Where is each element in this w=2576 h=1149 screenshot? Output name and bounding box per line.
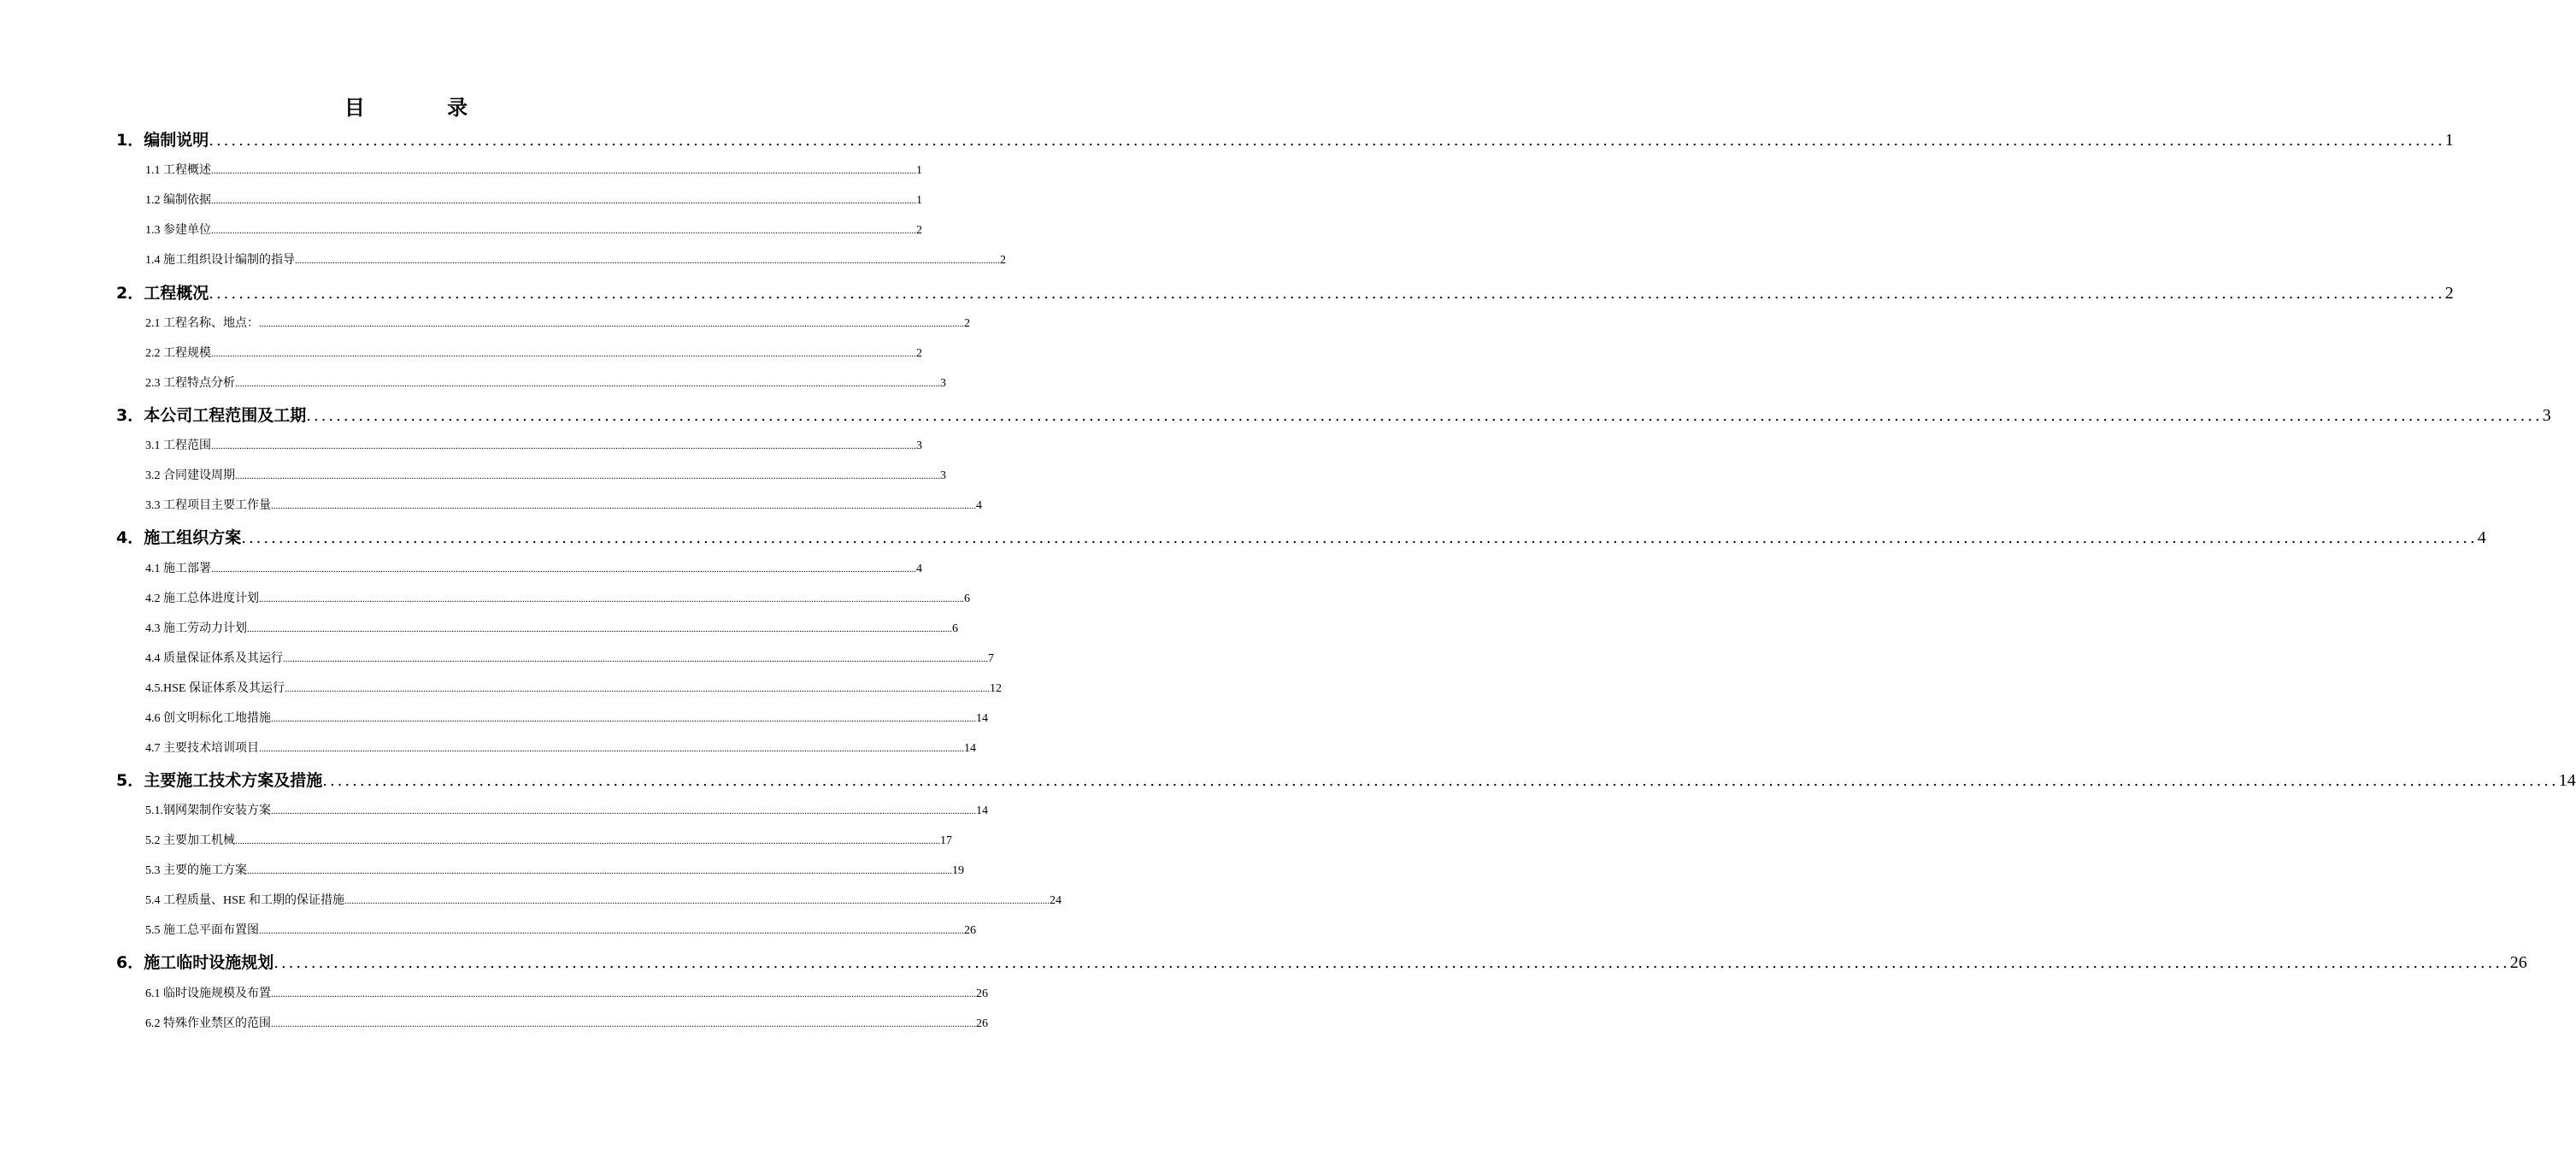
toc-page: 4 bbox=[976, 499, 982, 512]
toc-label: 2.3 工程特点分析 bbox=[145, 377, 235, 390]
toc-label: 5．主要施工技术方案及措施 bbox=[116, 771, 323, 790]
toc-leader: ............................................................................................................................................................................................................................................................................................................ bbox=[241, 529, 2478, 547]
toc-leader: ............................................................................................................................................................................................................................................................................................................ bbox=[271, 501, 976, 511]
toc-entry[interactable] bbox=[145, 801, 988, 822]
toc-label: 5.1.钢网架制作安装方案 bbox=[145, 804, 271, 817]
toc-leader: ............................................................................................................................................................................................................................................................................................................ bbox=[295, 256, 1000, 266]
toc-entry[interactable] bbox=[145, 161, 922, 181]
toc-page: 2 bbox=[916, 224, 922, 237]
toc-leader: ............................................................................................................................................................................................................................................................................................................ bbox=[271, 714, 976, 724]
toc-entry[interactable] bbox=[145, 559, 922, 580]
toc-page: 2 bbox=[964, 317, 970, 330]
toc-leader: ............................................................................................................................................................................................................................................................................................................ bbox=[322, 772, 2559, 790]
toc-label: 1．编制说明 bbox=[116, 131, 209, 150]
toc-leader: ............................................................................................................................................................................................................................................................................................................ bbox=[344, 896, 1050, 906]
toc-entry[interactable] bbox=[145, 709, 988, 729]
toc-entry[interactable] bbox=[116, 525, 2486, 551]
toc-entry[interactable] bbox=[116, 403, 2551, 428]
toc-label: 5.3 主要的施工方案 bbox=[145, 864, 247, 877]
toc-page: 17 bbox=[940, 834, 952, 847]
toc-leader: ............................................................................................................................................................................................................................................................................................................ bbox=[211, 226, 916, 236]
toc-entry[interactable] bbox=[145, 221, 922, 241]
toc-page: 14 bbox=[964, 742, 976, 755]
toc-leader: ............................................................................................................................................................................................................................................................................................................ bbox=[273, 954, 2510, 972]
toc-leader: ............................................................................................................................................................................................................................................................................................................ bbox=[259, 926, 964, 936]
toc-entry[interactable] bbox=[116, 768, 2576, 793]
toc-entry[interactable] bbox=[145, 649, 994, 669]
toc-entry[interactable] bbox=[116, 950, 2527, 975]
toc-leader: ............................................................................................................................................................................................................................................................................................................ bbox=[259, 744, 964, 754]
toc-page: 26 bbox=[976, 1017, 988, 1030]
toc-leader: ............................................................................................................................................................................................................................................................................................................ bbox=[306, 407, 2543, 425]
page-title: 目 录 bbox=[344, 96, 506, 120]
toc-leader: ............................................................................................................................................................................................................................................................................................................ bbox=[211, 441, 916, 451]
toc-entry[interactable] bbox=[145, 831, 952, 851]
toc-entry[interactable] bbox=[145, 861, 964, 881]
toc-entry[interactable] bbox=[145, 344, 922, 364]
toc-leader: ............................................................................................................................................................................................................................................................................................................ bbox=[259, 594, 964, 604]
toc-page: 12 bbox=[989, 682, 1002, 695]
toc-label: 1.3 参建单位 bbox=[145, 224, 211, 237]
toc-label: 4.4 质量保证体系及其运行 bbox=[145, 652, 283, 665]
toc-entry[interactable] bbox=[145, 191, 922, 211]
toc-page: 26 bbox=[964, 924, 976, 937]
toc-leader: ............................................................................................................................................................................................................................................................................................................ bbox=[211, 196, 916, 206]
toc-label: 6.1 临时设施规模及布置 bbox=[145, 987, 271, 1000]
toc-page: 3 bbox=[940, 377, 946, 390]
toc-label: 2．工程概况 bbox=[116, 284, 209, 303]
toc-page: 26 bbox=[2509, 953, 2527, 972]
toc-label: 1.1 工程概述 bbox=[145, 164, 211, 177]
toc-page: 14 bbox=[2558, 771, 2576, 790]
toc-leader: ............................................................................................................................................................................................................................................................................................................ bbox=[271, 806, 976, 816]
toc-entry[interactable] bbox=[145, 1014, 988, 1034]
toc-leader: ............................................................................................................................................................................................................................................................................................................ bbox=[284, 684, 990, 694]
toc-entry[interactable] bbox=[145, 891, 1062, 911]
toc-leader: ............................................................................................................................................................................................................................................................................................................ bbox=[271, 1019, 976, 1029]
toc-entry[interactable] bbox=[145, 250, 1006, 271]
toc-page: 3 bbox=[2542, 406, 2551, 425]
toc-leader: ............................................................................................................................................................................................................................................................................................................ bbox=[235, 836, 940, 846]
toc-entry[interactable] bbox=[145, 679, 1002, 699]
toc-leader: ............................................................................................................................................................................................................................................................................................................ bbox=[211, 349, 916, 359]
toc-entry[interactable] bbox=[145, 921, 976, 941]
toc-label: 4.7 主要技术培训项目 bbox=[145, 742, 259, 755]
toc-page: 2 bbox=[916, 347, 922, 360]
toc-label: 4.1 施工部署 bbox=[145, 563, 211, 575]
toc-page: 1 bbox=[916, 164, 922, 177]
toc-leader: ............................................................................................................................................................................................................................................................................................................ bbox=[271, 989, 976, 999]
toc-label: 6.2 特殊作业禁区的范围 bbox=[145, 1017, 271, 1030]
toc-entry[interactable] bbox=[145, 436, 922, 457]
toc-leader: ............................................................................................................................................................................................................................................................................................................ bbox=[235, 379, 940, 389]
toc-label: 3.2 合同建设周期 bbox=[145, 469, 235, 482]
toc-page: 4 bbox=[2477, 528, 2486, 547]
toc-label: 3.1 工程范围 bbox=[145, 439, 211, 452]
toc-label: 2.2 工程规模 bbox=[145, 347, 211, 360]
toc-label: 6．施工临时设施规划 bbox=[116, 953, 274, 972]
toc-label: 1.2 编制依据 bbox=[145, 194, 211, 207]
toc-page: 3 bbox=[940, 469, 946, 482]
toc-leader: ............................................................................................................................................................................................................................................................................................................ bbox=[259, 319, 964, 329]
toc-leader: ............................................................................................................................................................................................................................................................................................................ bbox=[235, 471, 940, 481]
toc-leader: ............................................................................................................................................................................................................................................................................................................ bbox=[209, 285, 2445, 303]
toc-page: 26 bbox=[976, 987, 988, 1000]
toc-label: 5.4 工程质量、HSE 和工期的保证措施 bbox=[145, 894, 344, 907]
toc-page: 2 bbox=[2444, 284, 2454, 303]
toc-label: 4．施工组织方案 bbox=[116, 528, 242, 547]
toc-label: 1.4 施工组织设计编制的指导 bbox=[145, 254, 295, 267]
toc-page: 6 bbox=[952, 622, 958, 635]
toc-leader: ............................................................................................................................................................................................................................................................................................................ bbox=[211, 166, 916, 176]
toc-label: 4.3 施工劳动力计划 bbox=[145, 622, 247, 635]
toc-page: 1 bbox=[916, 194, 922, 207]
toc-page: 19 bbox=[952, 864, 964, 877]
toc-leader: ............................................................................................................................................................................................................................................................................................................ bbox=[247, 866, 952, 876]
toc-entry[interactable] bbox=[145, 466, 946, 486]
toc-entry[interactable] bbox=[145, 374, 946, 394]
toc-leader: ............................................................................................................................................................................................................................................................................................................ bbox=[283, 654, 988, 664]
toc-entry[interactable] bbox=[145, 589, 970, 610]
toc-label: 3．本公司工程范围及工期 bbox=[116, 406, 307, 425]
toc-entry[interactable] bbox=[116, 127, 2454, 153]
toc-page: 7 bbox=[988, 652, 994, 665]
toc-entry[interactable] bbox=[145, 984, 988, 1005]
toc-page: 14 bbox=[976, 804, 988, 817]
toc-leader: ............................................................................................................................................................................................................................................................................................................ bbox=[247, 624, 952, 634]
toc-entry[interactable] bbox=[145, 496, 982, 516]
toc-label: 4.5.HSE 保证体系及其运行 bbox=[145, 682, 285, 695]
toc-page: 3 bbox=[916, 439, 922, 452]
toc-leader: ............................................................................................................................................................................................................................................................................................................ bbox=[211, 564, 916, 574]
toc-leader: ............................................................................................................................................................................................................................................................................................................ bbox=[209, 132, 2445, 150]
toc-label: 3.3 工程项目主要工作量 bbox=[145, 499, 271, 512]
toc-label: 4.2 施工总体进度计划 bbox=[145, 592, 259, 605]
toc-label: 5.2 主要加工机械 bbox=[145, 834, 235, 847]
toc-entry[interactable] bbox=[145, 619, 958, 639]
toc-page: 14 bbox=[976, 712, 988, 725]
toc-label: 4.6 创文明标化工地措施 bbox=[145, 712, 271, 725]
toc-page: 1 bbox=[2444, 131, 2454, 150]
toc-entry[interactable] bbox=[145, 739, 976, 759]
toc-entry[interactable] bbox=[116, 280, 2454, 306]
toc-label: 5.5 施工总平面布置图 bbox=[145, 924, 259, 937]
toc-page: 2 bbox=[1000, 254, 1006, 267]
toc-entry[interactable] bbox=[145, 314, 970, 334]
toc-page: 6 bbox=[964, 592, 970, 605]
toc-label: 2.1 工程名称、地点： bbox=[145, 317, 259, 330]
toc-page: 4 bbox=[916, 563, 922, 575]
toc-page: 24 bbox=[1049, 894, 1062, 907]
